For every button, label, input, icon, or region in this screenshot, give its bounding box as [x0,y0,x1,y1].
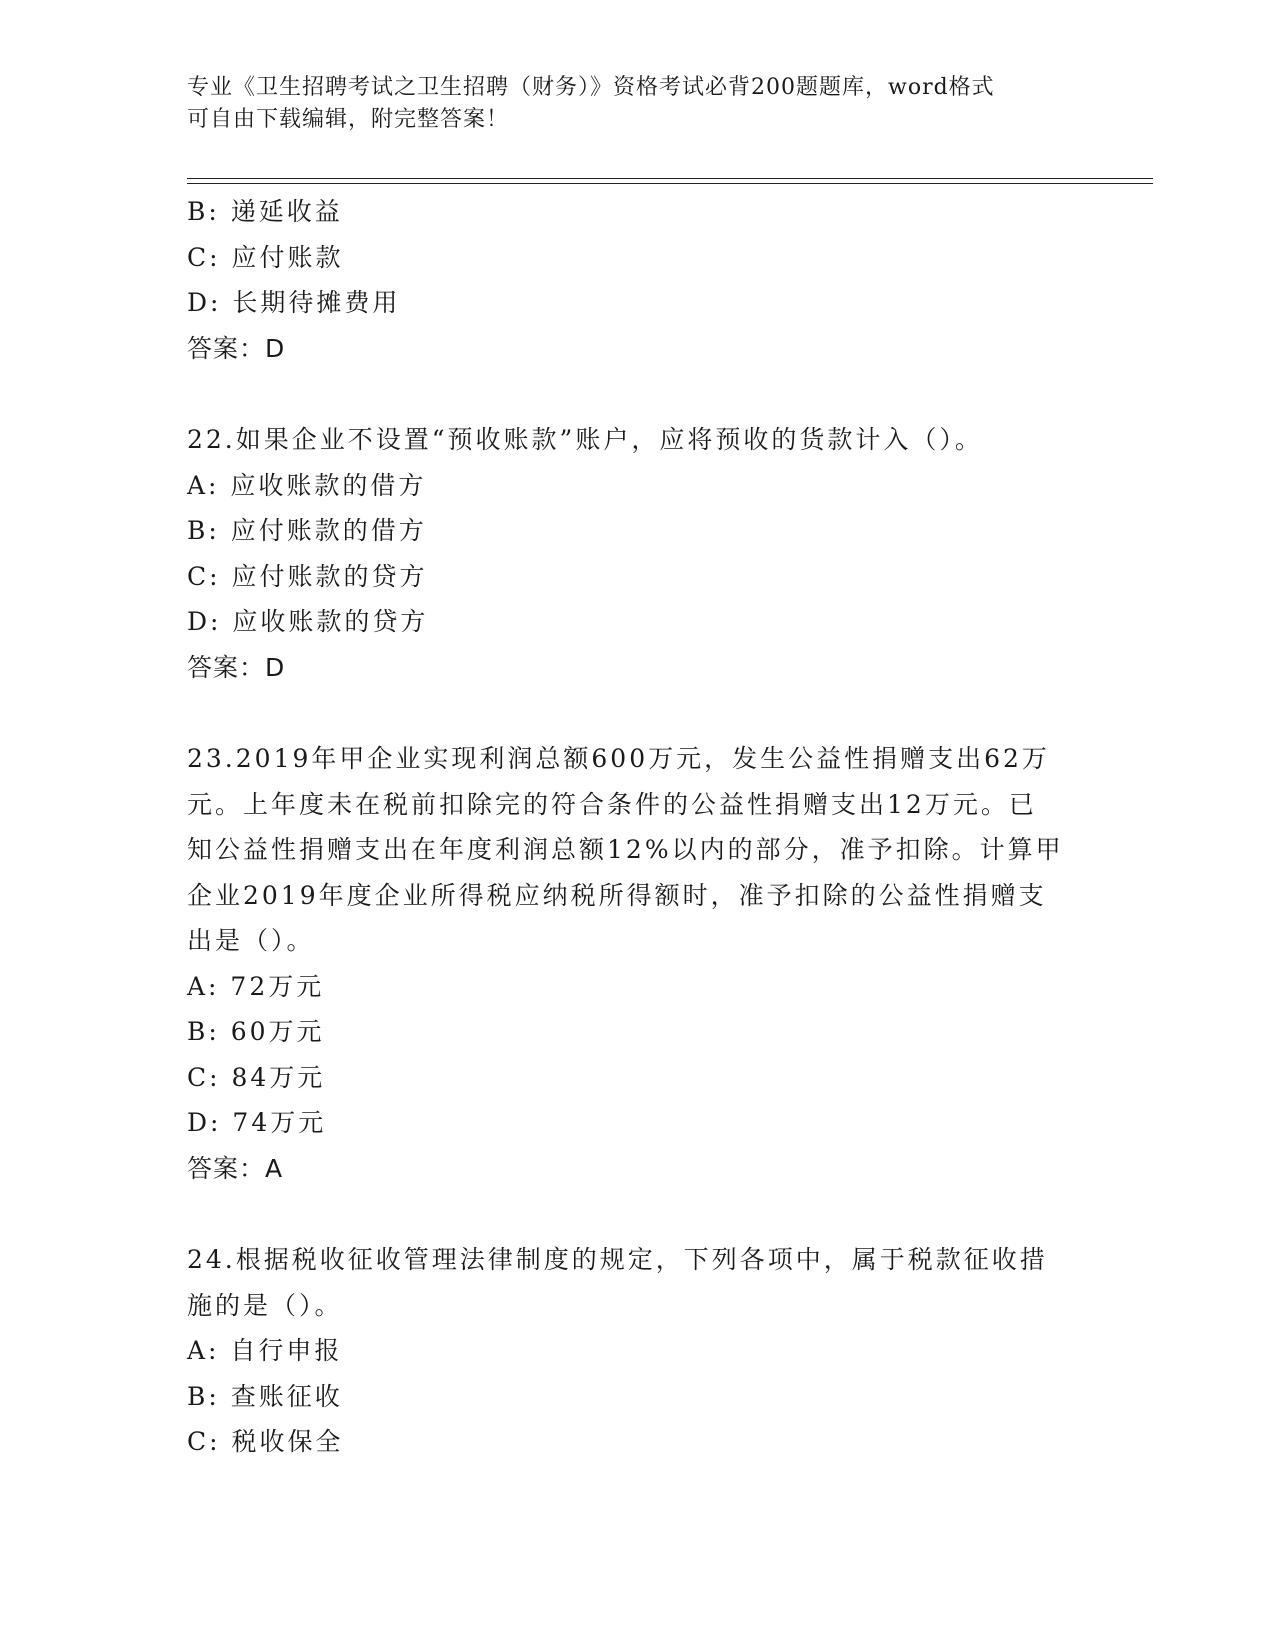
header-line-2: 可自由下载编辑，附完整答案！ [187,107,510,132]
header-line-1: 专业《卫生招聘考试之卫生招聘（财务）》资格考试必背200题题库，word格式 [187,75,995,100]
option-b: B: 应付账款的借方 [187,516,427,545]
header-divider-bottom [187,183,1153,184]
option-b: B: 60万元 [187,1017,325,1046]
option-a: A: 自行申报 [187,1336,343,1365]
answer: 答案：A [187,1153,284,1183]
question-stem-line: 知公益性捐赠支出在年度利润总额12%以内的部分，准予扣除。计算甲 [187,835,1064,864]
option-c: C: 应付账款 [187,242,344,272]
header-divider-top [187,178,1153,179]
option-c: C: 应付账款的贷方 [187,561,428,591]
spacer [187,1191,1077,1237]
question-stem: 22.如果企业不设置“预收账款”账户，应将预收的货款计入（）。 [187,425,983,454]
question-stem-line: 施的是（）。 [187,1290,343,1320]
option-d: D: 应收账款的贷方 [187,607,429,636]
spacer [187,371,1077,417]
question-23 [187,736,1077,1191]
option-c: C: 84万元 [187,1062,326,1092]
question-stem-line: 24.根据税收征收管理法律制度的规定，下列各项中，属于税款征收措 [187,1245,1048,1274]
question-stem-line: 元。上年度未在税前扣除完的符合条件的公益性捐赠支出12万元。已 [187,789,1037,819]
question-stem-line: 企业2019年度企业所得税应纳税所得额时，准予扣除的公益性捐赠支 [187,880,1047,910]
question-list [187,189,1077,1465]
question-stem-line: 出是（）。 [187,926,315,955]
option-a: A: 72万元 [187,971,325,1001]
answer: 答案：D [187,333,286,363]
option-a: A: 应收账款的借方 [187,470,427,500]
question-22 [187,417,1077,690]
option-b: B: 查账征收 [187,1381,343,1411]
question-stem-line: 23.2019年甲企业实现利润总额600万元，发生公益性捐赠支出62万 [187,744,1050,773]
option-d: D: 74万元 [187,1108,327,1137]
spacer [187,690,1077,736]
document-header [187,72,1067,136]
option-d: D: 长期待摊费用 [187,288,401,317]
question-24 [187,1237,1077,1465]
option-c: C: 税收保全 [187,1427,344,1456]
question-21 [187,189,1077,371]
option-b: B: 递延收益 [187,197,343,226]
answer: 答案：D [187,652,286,682]
